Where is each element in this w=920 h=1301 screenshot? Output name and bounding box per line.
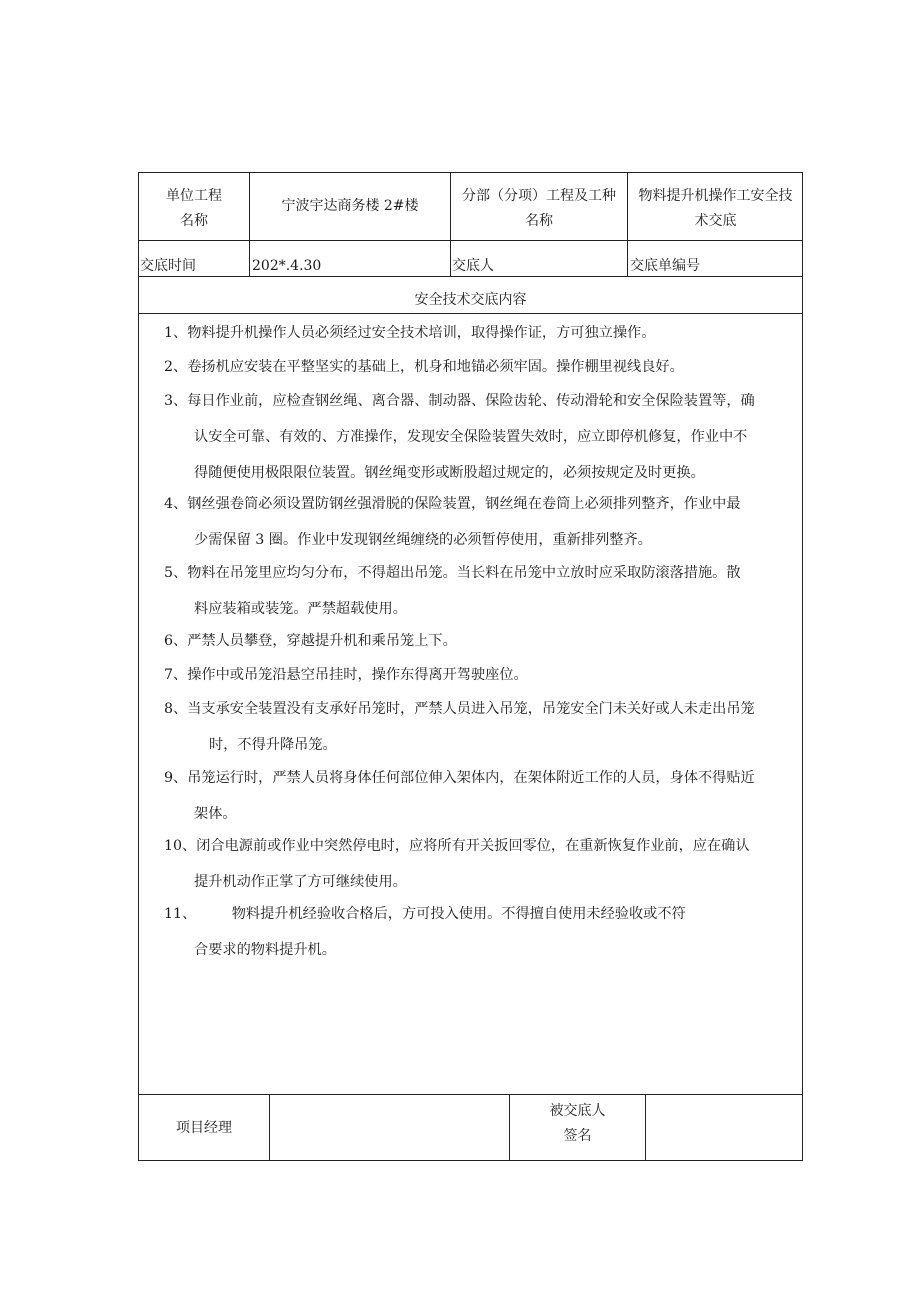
list-item: 7、操作中或吊笼沿悬空吊挂时，操作东得离开驾驶座位。 (164, 667, 528, 683)
date-label: 交底时间 (140, 258, 196, 274)
list-item: 11、 物料提升机经验收合格后，方可投入使用。不得擅自使用未经验收或不符 合要求的物料提升机。 (164, 906, 686, 958)
unit-project-label: 单位工程 名称 (166, 188, 222, 229)
content-title: 安全技术交底内容 (414, 292, 527, 308)
list-item: 2、卷扬机应安装在平整坚实的基础上，机身和地锚必须牢固。操作棚里视线良好。 (164, 359, 684, 375)
project-manager-signature[interactable] (270, 1096, 509, 1160)
list-item: 3、每日作业前，应检查钢丝绳、离合器、制动器、保险齿轮、传动滑轮和安全保险装置等，确 认安全可靠、有效的、方准操作，发现安全保险装置失效时，应立即停机修复，作业中不 得随便使用极限限位装置。钢丝绳变形或断股超过规定的，必须按规定及时更换。 (164, 393, 755, 481)
list-item: 6、严禁人员攀登，穿越提升机和乘吊笼上下。 (164, 633, 457, 649)
project-manager-label: 项目经理 (176, 1120, 232, 1136)
list-item: 4、钢丝强卷筒必须设置防钢丝强滑脱的保险装置，钢丝绳在卷筒上必须排列整齐，作业中最 少需保留 3 圈。作业中发现钢丝绳缠绕的必须暂停使用，重新排列整齐。 (164, 496, 741, 548)
date-value: 202*.4.30 (252, 258, 322, 274)
unit-project-value: 宁波宇达商务楼 2#楼 (281, 198, 419, 214)
row-divider (138, 313, 803, 314)
list-item: 10、闭合电源前或作业中突然停电时，应将所有开关扳回零位，在重新恢复作业前，应在确认 提升机动作正掌了方可继续使用。 (164, 838, 750, 890)
receiver-signature-label: 被交底人 签名 (549, 1103, 606, 1144)
list-item: 5、物料在吊笼里应均匀分布，不得超出吊笼。当长料在吊笼中立放时应采取防滚落措施。散 料应装箱或装笼。严禁超载使用。 (164, 565, 741, 617)
list-item: 1、物料提升机操作人员必须经过安全技术培训，取得操作证，方可独立操作。 (164, 325, 656, 341)
doc-number-label: 交底单编号 (630, 258, 700, 274)
receiver-signature[interactable] (646, 1096, 802, 1160)
issuer-label: 交底人 (452, 258, 494, 274)
subproject-value: 物料提升机操作工安全技 术交底 (638, 188, 793, 229)
list-item: 9、吊笼运行时，严禁人员将身体任何部位伸入架体内，在架体附近工作的人员，身体不得贴近 架体。 (164, 770, 755, 822)
row-divider (138, 240, 803, 241)
subproject-label: 分部（分项）工程及工种 名称 (462, 188, 616, 229)
list-item: 8、当支承安全装置没有支承好吊笼时，严禁人员进入吊笼，吊笼安全门未关好或人未走出吊笼 时，不得升降吊笼。 (164, 701, 755, 753)
row-divider (138, 1094, 803, 1095)
col-divider (249, 172, 250, 276)
